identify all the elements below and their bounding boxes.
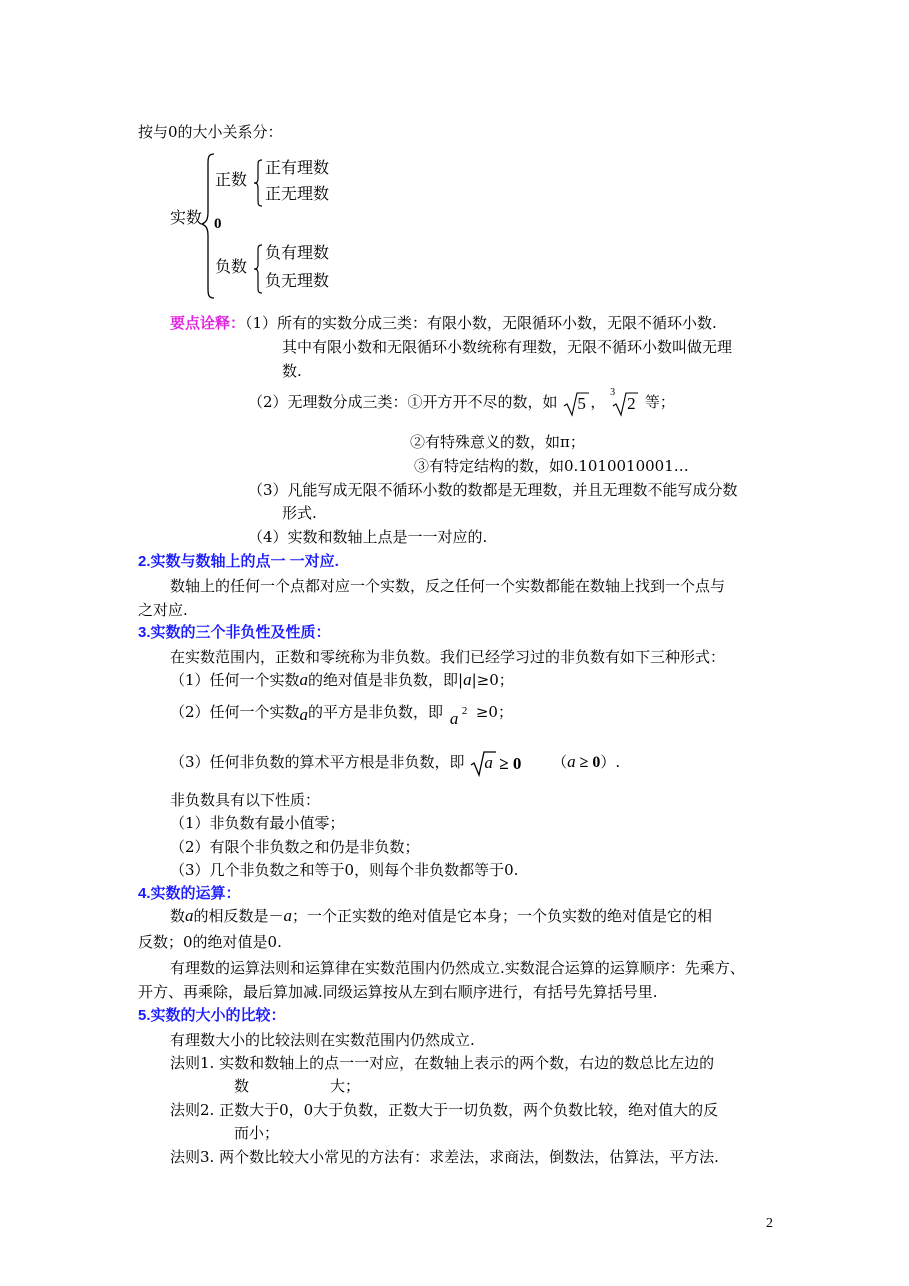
intro-text: 按与0的大小关系分：: [138, 123, 283, 141]
keypoint-label: 要点诠释：: [170, 315, 246, 332]
section-4-heading: 4.实数的运算：: [138, 885, 241, 902]
props-intro: 非负数具有以下性质：: [170, 791, 321, 809]
rule-3: 法则3. 两个数比较大小常见的方法有：求差法，求商法，倒数法，估算法，平方法.: [170, 1148, 719, 1166]
keypoint-p2: （2）无理数分成三类：①开方开不尽的数，如 5 ， 3 2 等；: [248, 387, 675, 417]
sqrt-a-expression: a ≥ 0: [469, 749, 541, 777]
section-3-intro: 在实数范围内，正数和零统称为非负数。我们已经学习过的非负数有如下三种形式：: [170, 648, 726, 666]
prop-1: （1）非负数有最小值零；: [170, 814, 345, 832]
keypoint-p1: 要点诠释：（1）所有的实数分成三类：有限小数，无限循环小数，无限不循环小数.: [170, 314, 717, 332]
tree-negative: 负数: [215, 257, 248, 276]
tree-negative-rational: 负有理数: [265, 243, 330, 262]
tree-root: 实数: [170, 208, 203, 227]
rule-2-line2: 而小；: [234, 1124, 280, 1142]
tree-positive: 正数: [215, 170, 248, 189]
rule-1-line2b: 大；: [330, 1077, 361, 1095]
radical-sign-icon: [469, 749, 497, 777]
tree-zero: 0: [214, 216, 222, 232]
rule-1-line2a: 数: [234, 1077, 250, 1095]
section-4-line3: 有理数的运算法则和运算律在实数范围内仍然成立.实数混合运算的运算顺序：先乘方、: [170, 959, 745, 977]
keypoint-p4: （4）实数和数轴上点是一一对应的.: [248, 528, 488, 546]
section-5-intro: 有理数大小的比较法则在实数范围内仍然成立.: [170, 1031, 475, 1049]
a-squared-expression: a 2: [449, 705, 468, 728]
positive-brace: [252, 158, 266, 208]
section-3-heading: 3.实数的三个非负性及性质：: [138, 624, 331, 641]
keypoint-p3-line2: 形式.: [282, 504, 317, 522]
radical-sign-icon: [610, 391, 640, 417]
keypoint-p2-b: ②有特殊意义的数，如π；: [410, 433, 585, 451]
section-5-heading: 5.实数的大小的比较：: [138, 1007, 286, 1024]
keypoint-p1-line2: 其中有限小数和无限循环小数统称有理数，无限不循环小数叫做无理: [282, 338, 733, 356]
prop-3: （3）几个非负数之和等于0，则每个非负数都等于0.: [170, 861, 519, 879]
cbrt2-expression: 3 2: [610, 391, 640, 415]
section-4-line1: 数a的相反数是－a；一个正实数的绝对值是它本身；一个负实数的绝对值是它的相: [170, 906, 713, 925]
tree-negative-irrational: 负无理数: [265, 271, 330, 290]
keypoint-p3-line1: （3）凡能写成无限不循环小数的数都是无理数，并且无理数不能写成分数: [248, 481, 738, 499]
sqrt5-expression: 5: [562, 391, 590, 415]
section-2-line1: 数轴上的任何一个点都对应一个实数，反之任何一个实数都能在数轴上找到一个点与: [170, 577, 726, 595]
rule-1-line1: 法则1. 实数和数轴上的点一一对应，在数轴上表示的两个数，右边的数总比左边的: [170, 1054, 715, 1072]
prop-2: （2）有限个非负数之和仍是非负数；: [170, 838, 420, 856]
negative-brace: [252, 243, 266, 295]
keypoint-p1-line3: 数.: [282, 362, 302, 380]
radical-sign-icon: [562, 391, 590, 417]
section-2-heading: 2.实数与数轴上的点一 一对应.: [138, 553, 339, 570]
section-4-line2: 反数；0的绝对值是0.: [138, 933, 282, 951]
tree-positive-irrational: 正无理数: [265, 184, 330, 203]
rule-2-line1: 法则2. 正数大于0，0大于负数，正数大于一切负数，两个负数比较，绝对值大的反: [170, 1101, 719, 1119]
keypoint-p2-c: ③有特定结构的数，如0.1010010001…: [414, 457, 689, 475]
nonneg-form-3: （3）任何非负数的算术平方根是非负数，即 a ≥ 0 （a ≥ 0）.: [170, 748, 620, 777]
section-2-line2: 之对应.: [138, 601, 188, 619]
section-4-line4: 开方、再乘除，最后算加减.同级运算按从左到右顺序进行，有括号先算括号里.: [138, 983, 658, 1001]
nonneg-form-1: （1）任何一个实数a的绝对值是非负数，即|a|≥0；: [170, 670, 514, 689]
nonneg-form-2: （2）任何一个实数a的平方是非负数，即 a 2 ≥0；: [170, 703, 513, 728]
page-number: 2: [766, 1216, 773, 1231]
tree-positive-rational: 正有理数: [265, 158, 330, 177]
